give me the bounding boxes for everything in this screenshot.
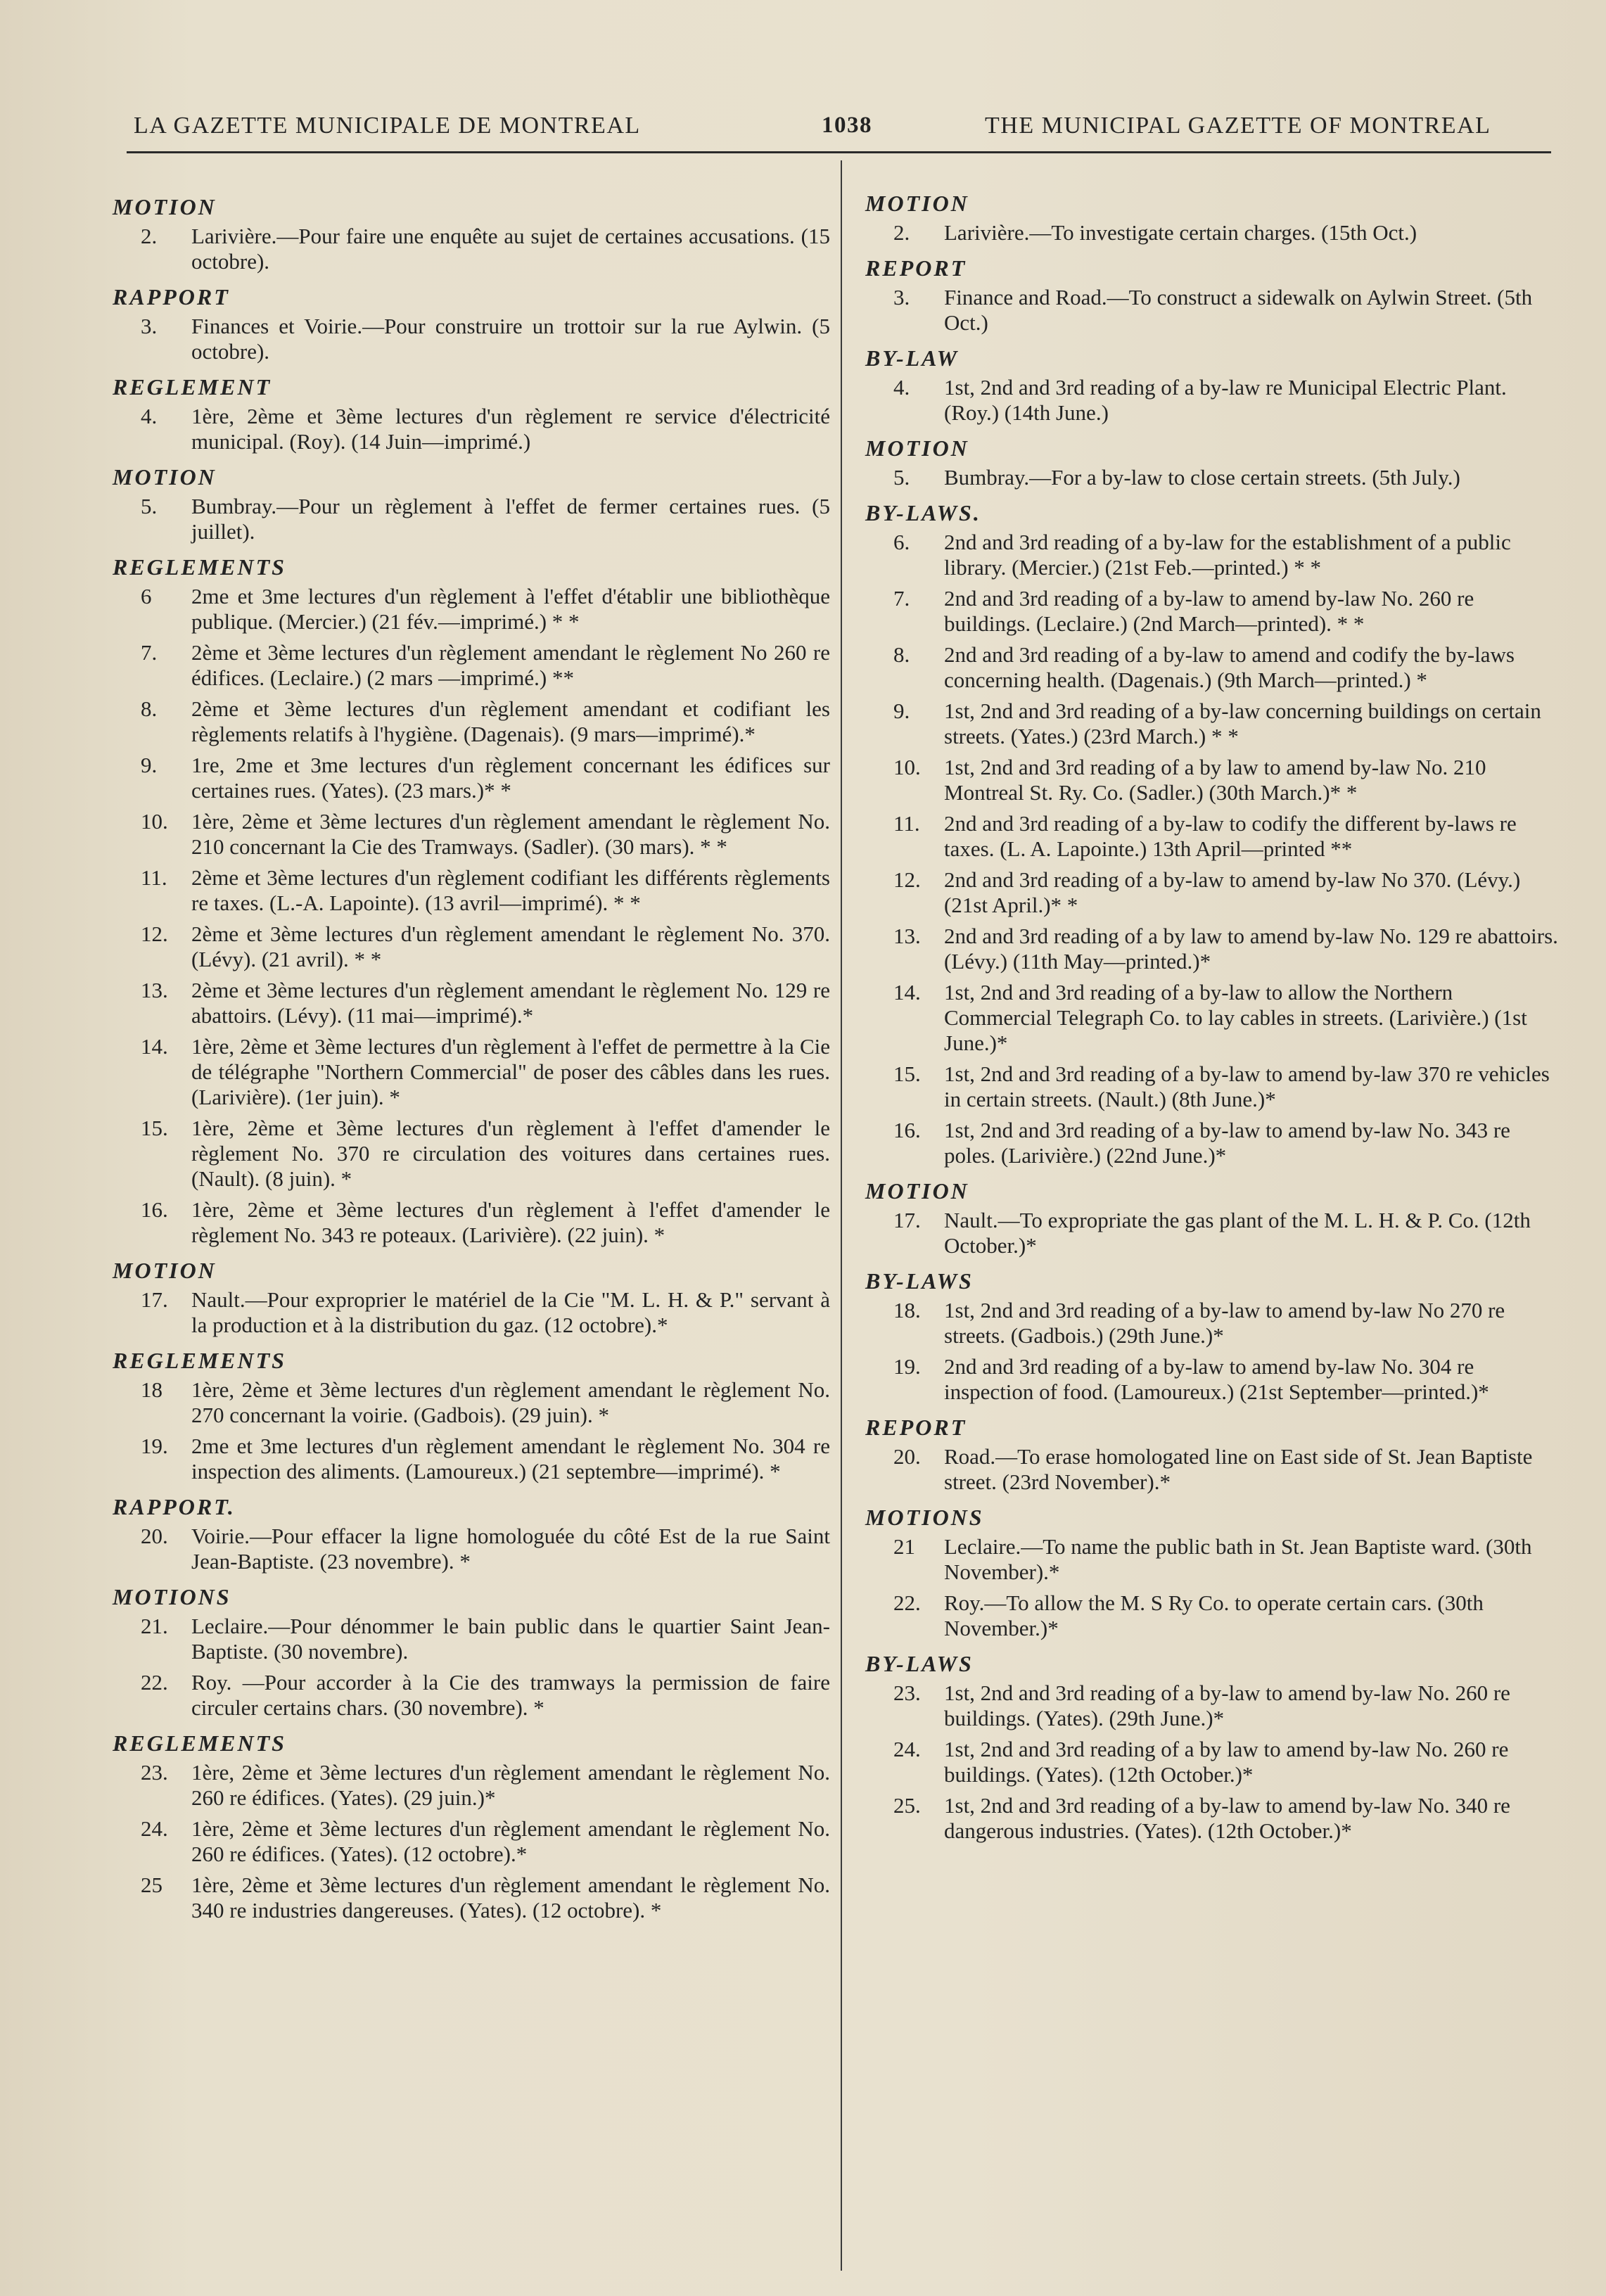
fr-agenda-item <box>113 404 830 454</box>
item-number: 8. <box>141 696 158 721</box>
item-number: 25 <box>141 1873 162 1897</box>
item-number: 5. <box>141 494 158 518</box>
item-number: 13. <box>141 978 168 1002</box>
fr-section-heading: REGLEMENTS <box>113 1730 286 1756</box>
fr-section-heading: RAPPORT. <box>113 1494 236 1519</box>
item-number: 12. <box>141 921 168 946</box>
fr-agenda-item <box>113 224 830 274</box>
fr-agenda-item <box>113 1116 830 1192</box>
fr-agenda-item <box>113 696 830 747</box>
item-number: 15. <box>893 1061 921 1086</box>
item-number: 24. <box>141 1816 168 1841</box>
item-number: 18 <box>141 1377 162 1402</box>
item-number: 15. <box>141 1116 168 1140</box>
fr-agenda-item <box>113 494 830 544</box>
en-agenda-item <box>865 285 1562 336</box>
en-agenda-item <box>865 465 1562 490</box>
en-agenda-item <box>865 1534 1562 1585</box>
item-text: 2ème et 3ème lectures d'un règlement amendant le règlement No 260 re édifices. (Leclaire.) (2 mars —imprimé.) ** <box>191 640 830 690</box>
fr-agenda-item <box>113 809 830 860</box>
item-text: 1ère, 2ème et 3ème lectures d'un règlement à l'effet de permettre à la Cie de télégraphe "Northern Commercial" de poser des câbles dans les rues. (Larivière). (1er juin). * <box>191 1034 830 1109</box>
en-section-heading: BY-LAWS <box>865 1651 974 1676</box>
en-section-heading: MOTIONS <box>865 1505 984 1530</box>
en-agenda-item <box>865 1590 1562 1641</box>
en-agenda-item <box>865 1737 1562 1787</box>
item-text: Roy. —Pour accorder à la Cie des tramways la permission de faire circuler certains chars. (30 novembre). * <box>191 1670 830 1720</box>
fr-agenda-item <box>113 1034 830 1110</box>
fr-section-heading: REGLEMENT <box>113 374 272 400</box>
en-agenda-item <box>865 220 1562 245</box>
item-text: Nault.—Pour exproprier le matériel de la Cie "M. L. H. & P." servant à la production et à la distribution du gaz. (12 octobre).* <box>191 1287 830 1337</box>
item-number: 19. <box>141 1434 168 1458</box>
french-column <box>113 184 830 1929</box>
en-agenda-item <box>865 699 1562 749</box>
item-number: 9. <box>893 699 910 723</box>
item-number: 2. <box>141 224 158 248</box>
en-agenda-item <box>865 642 1562 693</box>
fr-agenda-item <box>113 865 830 916</box>
item-text: 2nd and 3rd reading of a by-law to amend by-law No 370. (Lévy.) (21st April.)* * <box>944 867 1521 917</box>
fr-agenda-item <box>113 1287 830 1338</box>
item-number: 13. <box>893 924 921 948</box>
item-number: 11. <box>141 865 167 890</box>
fr-section-heading: MOTION <box>113 464 217 490</box>
fr-agenda-item <box>113 1670 830 1721</box>
item-number: 4. <box>141 404 158 428</box>
item-text: Larivière.—Pour faire une enquête au sujet de certaines accusations. (15 octobre). <box>191 224 830 274</box>
item-text: 2ème et 3ème lectures d'un règlement codifiant les différents règlements re taxes. (L.-A. Lapointe). (13 avril—imprimé). * * <box>191 865 830 915</box>
item-number: 3. <box>141 314 158 338</box>
en-section-heading: MOTION <box>865 435 969 461</box>
column-divider <box>841 160 842 2271</box>
item-text: 1ère, 2ème et 3ème lectures d'un règlement amendant le règlement No. 260 re édifices. (Yates). (29 juin.)* <box>191 1760 830 1810</box>
en-agenda-item <box>865 1118 1562 1168</box>
item-number: 25. <box>893 1793 921 1818</box>
item-number: 17. <box>893 1208 921 1232</box>
item-number: 10. <box>141 809 168 834</box>
item-number: 18. <box>893 1298 921 1322</box>
item-text: Nault.—To expropriate the gas plant of the M. L. H. & P. Co. (12th October.)* <box>944 1208 1531 1258</box>
item-text: 1ère, 2ème et 3ème lectures d'un règlement amendant le règlement No. 210 concernant la Cie des Tramways. (Sadler). (30 mars). * * <box>191 809 830 859</box>
header-rule <box>127 151 1551 153</box>
fr-agenda-item <box>113 1614 830 1664</box>
item-number: 21 <box>893 1534 915 1559</box>
item-text: 1ère, 2ème et 3ème lectures d'un règlement amendant le règlement No. 270 concernant la voirie. (Gadbois). (29 juin). * <box>191 1377 830 1427</box>
item-text: Bumbray.—For a by-law to close certain streets. (5th July.) <box>944 465 1460 490</box>
fr-section-heading: MOTIONS <box>113 1584 231 1609</box>
fr-agenda-item <box>113 753 830 803</box>
item-text: 1st, 2nd and 3rd reading of a by law to amend by-law No. 210 Montreal St. Ry. Co. (Sadler.) (30th March.)* * <box>944 755 1486 805</box>
item-text: 1ère, 2ème et 3ème lectures d'un règlement à l'effet d'amender le règlement No. 370 re circulation des voitures dans certaines rues. (Nault). (8 juin). * <box>191 1116 830 1191</box>
item-text: 2me et 3me lectures d'un règlement à l'effet d'établir une bibliothèque publique. (Mercier.) (21 fév.—imprimé.) * * <box>191 584 830 634</box>
header-left-title: LA GAZETTE MUNICIPALE DE MONTREAL <box>134 113 641 139</box>
item-number: 2. <box>893 220 910 245</box>
item-number: 5. <box>893 465 910 490</box>
item-text: Road.—To erase homologated line on East side of St. Jean Baptiste street. (23rd November).* <box>944 1444 1533 1494</box>
english-column <box>865 181 1562 1849</box>
en-section-heading: BY-LAW <box>865 345 960 371</box>
item-text: 1re, 2me et 3me lectures d'un règlement concernant les édifices sur certaines rues. (Yates). (23 mars.)* * <box>191 753 830 803</box>
en-section-heading: MOTION <box>865 191 969 216</box>
fr-agenda-item <box>113 921 830 972</box>
item-number: 23. <box>141 1760 168 1785</box>
en-agenda-item <box>865 1208 1562 1258</box>
item-text: Larivière.—To investigate certain charges. (15th Oct.) <box>944 220 1417 245</box>
item-text: 1st, 2nd and 3rd reading of a by law to amend by-law No. 260 re buildings. (Yates). (12th October.)* <box>944 1737 1509 1787</box>
item-text: 1st, 2nd and 3rd reading of a by-law to amend by-law 370 re vehicles in certain streets. (Nault.) (8th June.)* <box>944 1061 1550 1111</box>
fr-section-heading: REGLEMENTS <box>113 1348 286 1373</box>
item-number: 6 <box>141 584 152 608</box>
en-agenda-item <box>865 1354 1562 1405</box>
en-agenda-item <box>865 980 1562 1056</box>
item-text: 1st, 2nd and 3rd reading of a by-law to allow the Northern Commercial Telegraph Co. to lay cables in streets. (Larivière.) (1st June.)* <box>944 980 1527 1055</box>
item-number: 23. <box>893 1680 921 1705</box>
item-text: Leclaire.—To name the public bath in St. Jean Baptiste ward. (30th November).* <box>944 1534 1532 1584</box>
item-number: 9. <box>141 753 158 777</box>
fr-agenda-item <box>113 1760 830 1811</box>
item-text: 2nd and 3rd reading of a by-law to amend by-law No. 304 re inspection of food. (Lamoureux.) (21st September—printed.)* <box>944 1354 1489 1404</box>
item-text: Voirie.—Pour effacer la ligne homologuée du côté Est de la rue Saint Jean-Baptiste. (23 novembre). * <box>191 1524 830 1574</box>
item-text: 2me et 3me lectures d'un règlement amendant le règlement No. 304 re inspection des aliments. (Lamoureux.) (21 septembre—imprimé). * <box>191 1434 830 1484</box>
item-text: 1st, 2nd and 3rd reading of a by-law to amend by-law No 270 re streets. (Gadbois.) (29th June.)* <box>944 1298 1505 1348</box>
fr-agenda-item <box>113 1434 830 1484</box>
item-number: 4. <box>893 375 910 400</box>
en-agenda-item <box>865 586 1562 637</box>
item-text: 2ème et 3ème lectures d'un règlement amendant le règlement No. 129 re abattoirs. (Lévy). (11 mai—imprimé).* <box>191 978 830 1028</box>
fr-agenda-item <box>113 640 830 691</box>
item-number: 21. <box>141 1614 168 1638</box>
en-agenda-item <box>865 755 1562 805</box>
item-text: Leclaire.—Pour dénommer le bain public dans le quartier Saint Jean-Baptiste. (30 novembre). <box>191 1614 830 1664</box>
item-text: 2ème et 3ème lectures d'un règlement amendant le règlement No. 370. (Lévy). (21 avril). * * <box>191 921 830 971</box>
item-number: 19. <box>893 1354 921 1379</box>
header-right-title: THE MUNICIPAL GAZETTE OF MONTREAL <box>985 113 1491 139</box>
en-agenda-item <box>865 1680 1562 1731</box>
fr-agenda-item <box>113 314 830 364</box>
fr-section-heading: RAPPORT <box>113 284 230 310</box>
en-agenda-item <box>865 1444 1562 1495</box>
item-text: 1ère, 2ème et 3ème lectures d'un règlement re service d'électricité municipal. (Roy). (14 Juin—imprimé.) <box>191 404 830 454</box>
fr-agenda-item <box>113 1524 830 1574</box>
item-text: 1ère, 2ème et 3ème lectures d'un règlement amendant le règlement No. 340 re industries dangereuses. (Yates). (12 octobre). * <box>191 1873 830 1922</box>
item-text: 2nd and 3rd reading of a by-law for the establishment of a public library. (Mercier.) (21st Feb.—printed.) * * <box>944 530 1511 580</box>
fr-agenda-item <box>113 1816 830 1867</box>
item-number: 7. <box>141 640 158 665</box>
item-text: Bumbray.—Pour un règlement à l'effet de fermer certaines rues. (5 juillet). <box>191 494 830 544</box>
item-number: 8. <box>893 642 910 667</box>
en-agenda-item <box>865 811 1562 862</box>
item-text: 2nd and 3rd reading of a by-law to codify the different by-laws re taxes. (L. A. Lapointe.) 13th April—printed ** <box>944 811 1517 861</box>
en-agenda-item <box>865 375 1562 426</box>
item-text: Finance and Road.—To construct a sidewalk on Aylwin Street. (5th Oct.) <box>944 285 1533 335</box>
item-text: 2nd and 3rd reading of a by-law to amend by-law No. 260 re buildings. (Leclaire.) (2nd March—printed). * * <box>944 586 1474 636</box>
item-text: 1st, 2nd and 3rd reading of a by-law to amend by-law No. 260 re buildings. (Yates). (29th June.)* <box>944 1680 1510 1730</box>
fr-section-heading: MOTION <box>113 1258 217 1283</box>
item-text: 1ère, 2ème et 3ème lectures d'un règlement à l'effet d'amender le règlement No. 343 re poteaux. (Larivière). (22 juin). * <box>191 1197 830 1247</box>
en-section-heading: MOTION <box>865 1178 969 1204</box>
item-text: 2nd and 3rd reading of a by law to amend by-law No. 129 re abattoirs. (Lévy.) (11th May—printed.)* <box>944 924 1558 974</box>
item-number: 22. <box>893 1590 921 1615</box>
item-number: 16. <box>893 1118 921 1142</box>
item-number: 14. <box>893 980 921 1005</box>
fr-agenda-item <box>113 978 830 1028</box>
item-number: 20. <box>141 1524 168 1548</box>
item-text: 1ère, 2ème et 3ème lectures d'un règlement amendant le règlement No. 260 re édifices. (Yates). (12 octobre).* <box>191 1816 830 1866</box>
fr-agenda-item <box>113 584 830 634</box>
item-text: 2ème et 3ème lectures d'un règlement amendant et codifiant les règlements relatifs à l'hygiène. (Dagenais). (9 mars—imprimé).* <box>191 696 830 746</box>
item-text: 1st, 2nd and 3rd reading of a by-law concerning buildings on certain streets. (Yates.) (23rd March.) * * <box>944 699 1541 748</box>
en-section-heading: REPORT <box>865 255 967 281</box>
en-section-heading: REPORT <box>865 1415 967 1440</box>
en-agenda-item <box>865 1793 1562 1844</box>
page-number: 1038 <box>822 113 872 138</box>
item-number: 24. <box>893 1737 921 1761</box>
en-agenda-item <box>865 530 1562 580</box>
item-text: 1st, 2nd and 3rd reading of a by-law to amend by-law No. 340 re dangerous industries. (Yates). (12th October.)* <box>944 1793 1510 1843</box>
en-agenda-item <box>865 867 1562 918</box>
item-text: Roy.—To allow the M. S Ry Co. to operate certain cars. (30th November.)* <box>944 1590 1484 1640</box>
item-number: 17. <box>141 1287 168 1312</box>
item-number: 20. <box>893 1444 921 1469</box>
item-text: 1st, 2nd and 3rd reading of a by-law to amend by-law No. 343 re poles. (Larivière.) (22nd June.)* <box>944 1118 1510 1168</box>
en-agenda-item <box>865 924 1562 974</box>
item-number: 22. <box>141 1670 168 1695</box>
item-number: 3. <box>893 285 910 310</box>
fr-section-heading: REGLEMENTS <box>113 554 286 580</box>
item-number: 11. <box>893 811 920 836</box>
item-number: 6. <box>893 530 910 554</box>
en-section-heading: BY-LAWS. <box>865 500 981 525</box>
item-number: 12. <box>893 867 921 892</box>
item-text: Finances et Voirie.—Pour construire un trottoir sur la rue Aylwin. (5 octobre). <box>191 314 830 364</box>
item-number: 14. <box>141 1034 168 1059</box>
fr-section-heading: MOTION <box>113 194 217 219</box>
fr-agenda-item <box>113 1197 830 1248</box>
fr-agenda-item <box>113 1377 830 1428</box>
item-text: 2nd and 3rd reading of a by-law to amend and codify the by-laws concerning health. (Dagenais.) (9th March—printed.) * <box>944 642 1515 692</box>
item-number: 10. <box>893 755 921 779</box>
item-text: 1st, 2nd and 3rd reading of a by-law re Municipal Electric Plant. (Roy.) (14th June.) <box>944 375 1507 425</box>
fr-agenda-item <box>113 1873 830 1923</box>
en-section-heading: BY-LAWS <box>865 1268 974 1294</box>
item-number: 16. <box>141 1197 168 1222</box>
item-number: 7. <box>893 586 910 611</box>
en-agenda-item <box>865 1061 1562 1112</box>
en-agenda-item <box>865 1298 1562 1348</box>
